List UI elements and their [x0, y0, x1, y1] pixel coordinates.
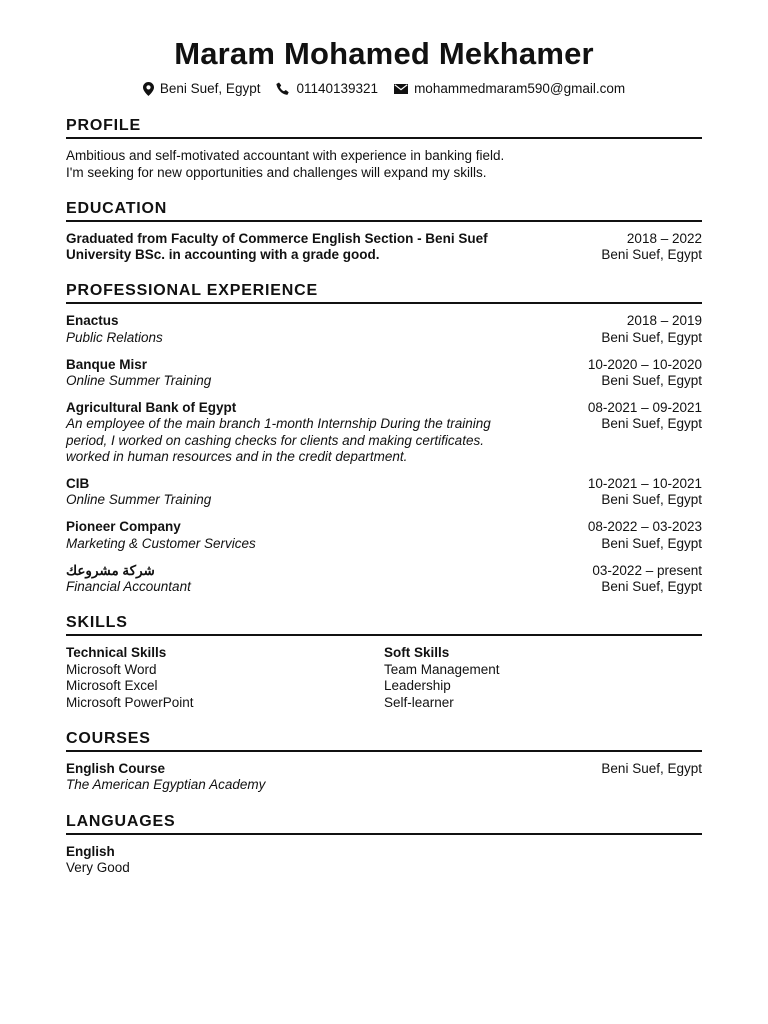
courses-heading: COURSES: [66, 729, 702, 752]
experience-entry: [66, 476, 702, 508]
soft-skills: [384, 645, 702, 711]
job-location: Beni Suef, Egypt: [601, 373, 702, 389]
course-name: English Course: [66, 761, 166, 777]
education-title: [66, 231, 488, 263]
contact-location: [143, 80, 261, 98]
education-title-line: University BSc. in accounting with a grade good.: [66, 247, 380, 263]
experience-entry: [66, 313, 702, 345]
profile-section: [66, 116, 702, 181]
skills-group-title: Technical Skills: [66, 645, 167, 661]
envelope-icon: [394, 84, 408, 94]
contact-phone: [276, 80, 378, 98]
contact-email: [394, 80, 625, 98]
job-dates: 2018 – 2019: [626, 313, 702, 329]
phone-icon: [276, 82, 290, 96]
company-name: Pioneer Company: [66, 519, 181, 535]
job-role: Online Summer Training: [66, 373, 212, 389]
job-role: Public Relations: [66, 329, 163, 345]
job-dates: 08-2021 – 09-2021: [587, 400, 702, 416]
candidate-name: Maram Mohamed Mekhamer: [174, 36, 594, 71]
experience-entry: [66, 400, 702, 465]
education-heading: EDUCATION: [66, 199, 702, 222]
skill-item: Leadership: [384, 678, 451, 694]
job-dates: 10-2021 – 10-2021: [587, 476, 702, 492]
skill-item: Microsoft PowerPoint: [66, 694, 194, 710]
job-location: Beni Suef, Egypt: [601, 579, 702, 595]
profile-heading: PROFILE: [66, 116, 702, 139]
course-entry: [66, 761, 702, 793]
job-location: Beni Suef, Egypt: [601, 492, 702, 508]
job-location: Beni Suef, Egypt: [601, 535, 702, 551]
experience-heading: PROFESSIONAL EXPERIENCE: [66, 281, 702, 304]
skills-group-title: Soft Skills: [384, 645, 450, 661]
job-location: Beni Suef, Egypt: [601, 416, 702, 432]
job-description-line: An employee of the main branch 1-month Internship During the training: [66, 416, 491, 432]
job-dates: 08-2022 – 03-2023: [587, 519, 702, 535]
education-section: [66, 199, 702, 263]
skills-section: [66, 613, 702, 711]
profile-summary: [66, 148, 702, 181]
company-name: CIB: [66, 476, 90, 492]
education-entry: [66, 231, 702, 263]
language-entry: [66, 844, 702, 876]
company-name: Enactus: [66, 313, 119, 329]
job-role: Financial Accountant: [66, 579, 191, 595]
job-role: Marketing & Customer Services: [66, 535, 256, 551]
experience-entry: [66, 519, 702, 551]
courses-section: [66, 729, 702, 793]
job-description-line: period, I worked on cashing checks for clients and making certificates.: [66, 432, 484, 448]
languages-heading: LANGUAGES: [66, 812, 702, 835]
experience-entry: [66, 357, 702, 389]
company-name: Agricultural Bank of Egypt: [66, 400, 237, 416]
skill-item: Microsoft Word: [66, 661, 157, 677]
job-location: Beni Suef, Egypt: [601, 329, 702, 345]
education-dates: 2018 – 2022: [626, 231, 702, 246]
skills-heading: SKILLS: [66, 613, 702, 636]
job-description-line: worked in human resources and in the credit department.: [66, 448, 408, 464]
education-location: Beni Suef, Egypt: [601, 247, 702, 263]
profile-line: Ambitious and self-motivated accountant with experience in banking field.: [66, 148, 505, 163]
phone-text: 01140139321: [296, 81, 379, 96]
course-location: Beni Suef, Egypt: [601, 761, 702, 777]
map-pin-icon: [143, 82, 154, 96]
job-dates: 10-2020 – 10-2020: [587, 356, 702, 372]
contact-info: [66, 80, 702, 98]
skill-item: Self-learner: [384, 694, 454, 710]
language-name: English: [66, 843, 115, 859]
technical-skills: [66, 645, 384, 711]
experience-entry: [66, 563, 702, 595]
skill-item: Team Management: [384, 661, 500, 677]
profile-line: I'm seeking for new opportunities and challenges will expand my skills.: [66, 164, 487, 180]
education-title-line: Graduated from Faculty of Commerce English Section - Beni Suef: [66, 231, 488, 246]
course-provider: The American Egyptian Academy: [66, 777, 266, 793]
company-name: Banque Misr: [66, 356, 148, 372]
skill-item: Microsoft Excel: [66, 678, 158, 694]
job-role: Online Summer Training: [66, 492, 212, 508]
company-name: شركة مشروعك: [66, 562, 155, 578]
languages-section: [66, 812, 702, 876]
email-link[interactable]: mohammedmaram590@gmail.com: [414, 81, 626, 96]
location-text: Beni Suef, Egypt: [159, 81, 261, 96]
job-dates: 03-2022 – present: [592, 562, 702, 578]
language-level: Very Good: [66, 859, 130, 875]
experience-section: [66, 281, 702, 595]
